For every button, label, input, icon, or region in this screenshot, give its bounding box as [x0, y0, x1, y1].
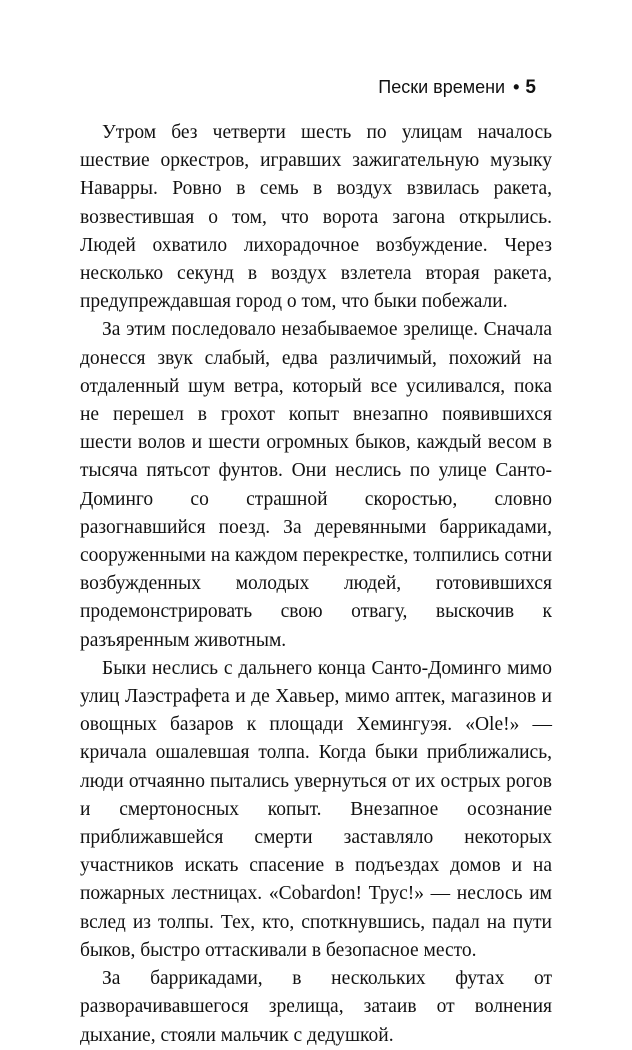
page-number: 5 [525, 77, 536, 98]
paragraph: За баррикадами, в нескольких футах от разворачивавшегося зрелища, затаив от волнения дыхание, стояли мальчик с дедушкой. [80, 968, 552, 1046]
paragraph: Быки неслись с дальнего конца Санто-Доминго мимо улиц Лаэстрафета и де Хавьер, мимо аптек, магазинов и овощных базаров к площади Хемингуэя. «Olе!» — кричала ошалевшая толпа. Когда быки приближались, люди отчаянно пытались увернуться от их острых рогов и смертоносных копыт. Внезапное осознание приближавшейся смерти заставляло некоторых участников искать спасение в подъездах домов и на пожарных лестницах. «Cobardon! Трус!» — неслось им вслед из толпы. Тех, кто, споткнувшись, падал на пути быков, быстро оттаскивали в безопасное место. [80, 657, 552, 961]
running-header [378, 76, 536, 99]
body-text [80, 119, 552, 1050]
paragraph: За этим последовало незабываемое зрелище. Сначала донесся звук слабый, едва различимый, похожий на отдаленный шум ветра, который все усиливался, пока не перешел в грохот копыт внезапно появившихся шести волов и шести огромных быков, каждый весом в тысяча пятьсот фунтов. Они неслись по улице Санто-Доминго со страшной скоростью, словно разогнавшийся поезд. За деревянными баррикадами, сооруженными на каждом перекрестке, толпились сотни возбужденных молодых людей, готовившихся продемонстрировать свою отвагу, выскочив к разъяренным животным. [80, 319, 552, 651]
book-title: Пески времени [378, 77, 506, 97]
paragraph: Утром без четверти шесть по улицам началось шествие оркестров, игравших зажигательную музыку Наварры. Ровно в семь в воздух взвилась ракета, возвестившая о том, что ворота загона открылись. Людей охватило лихорадочное возбуждение. Через несколько секунд в воздух взлетела вторая ракета, предупреждавшая город о том, что быки побежали. [80, 122, 552, 313]
header-separator: • [513, 77, 520, 97]
